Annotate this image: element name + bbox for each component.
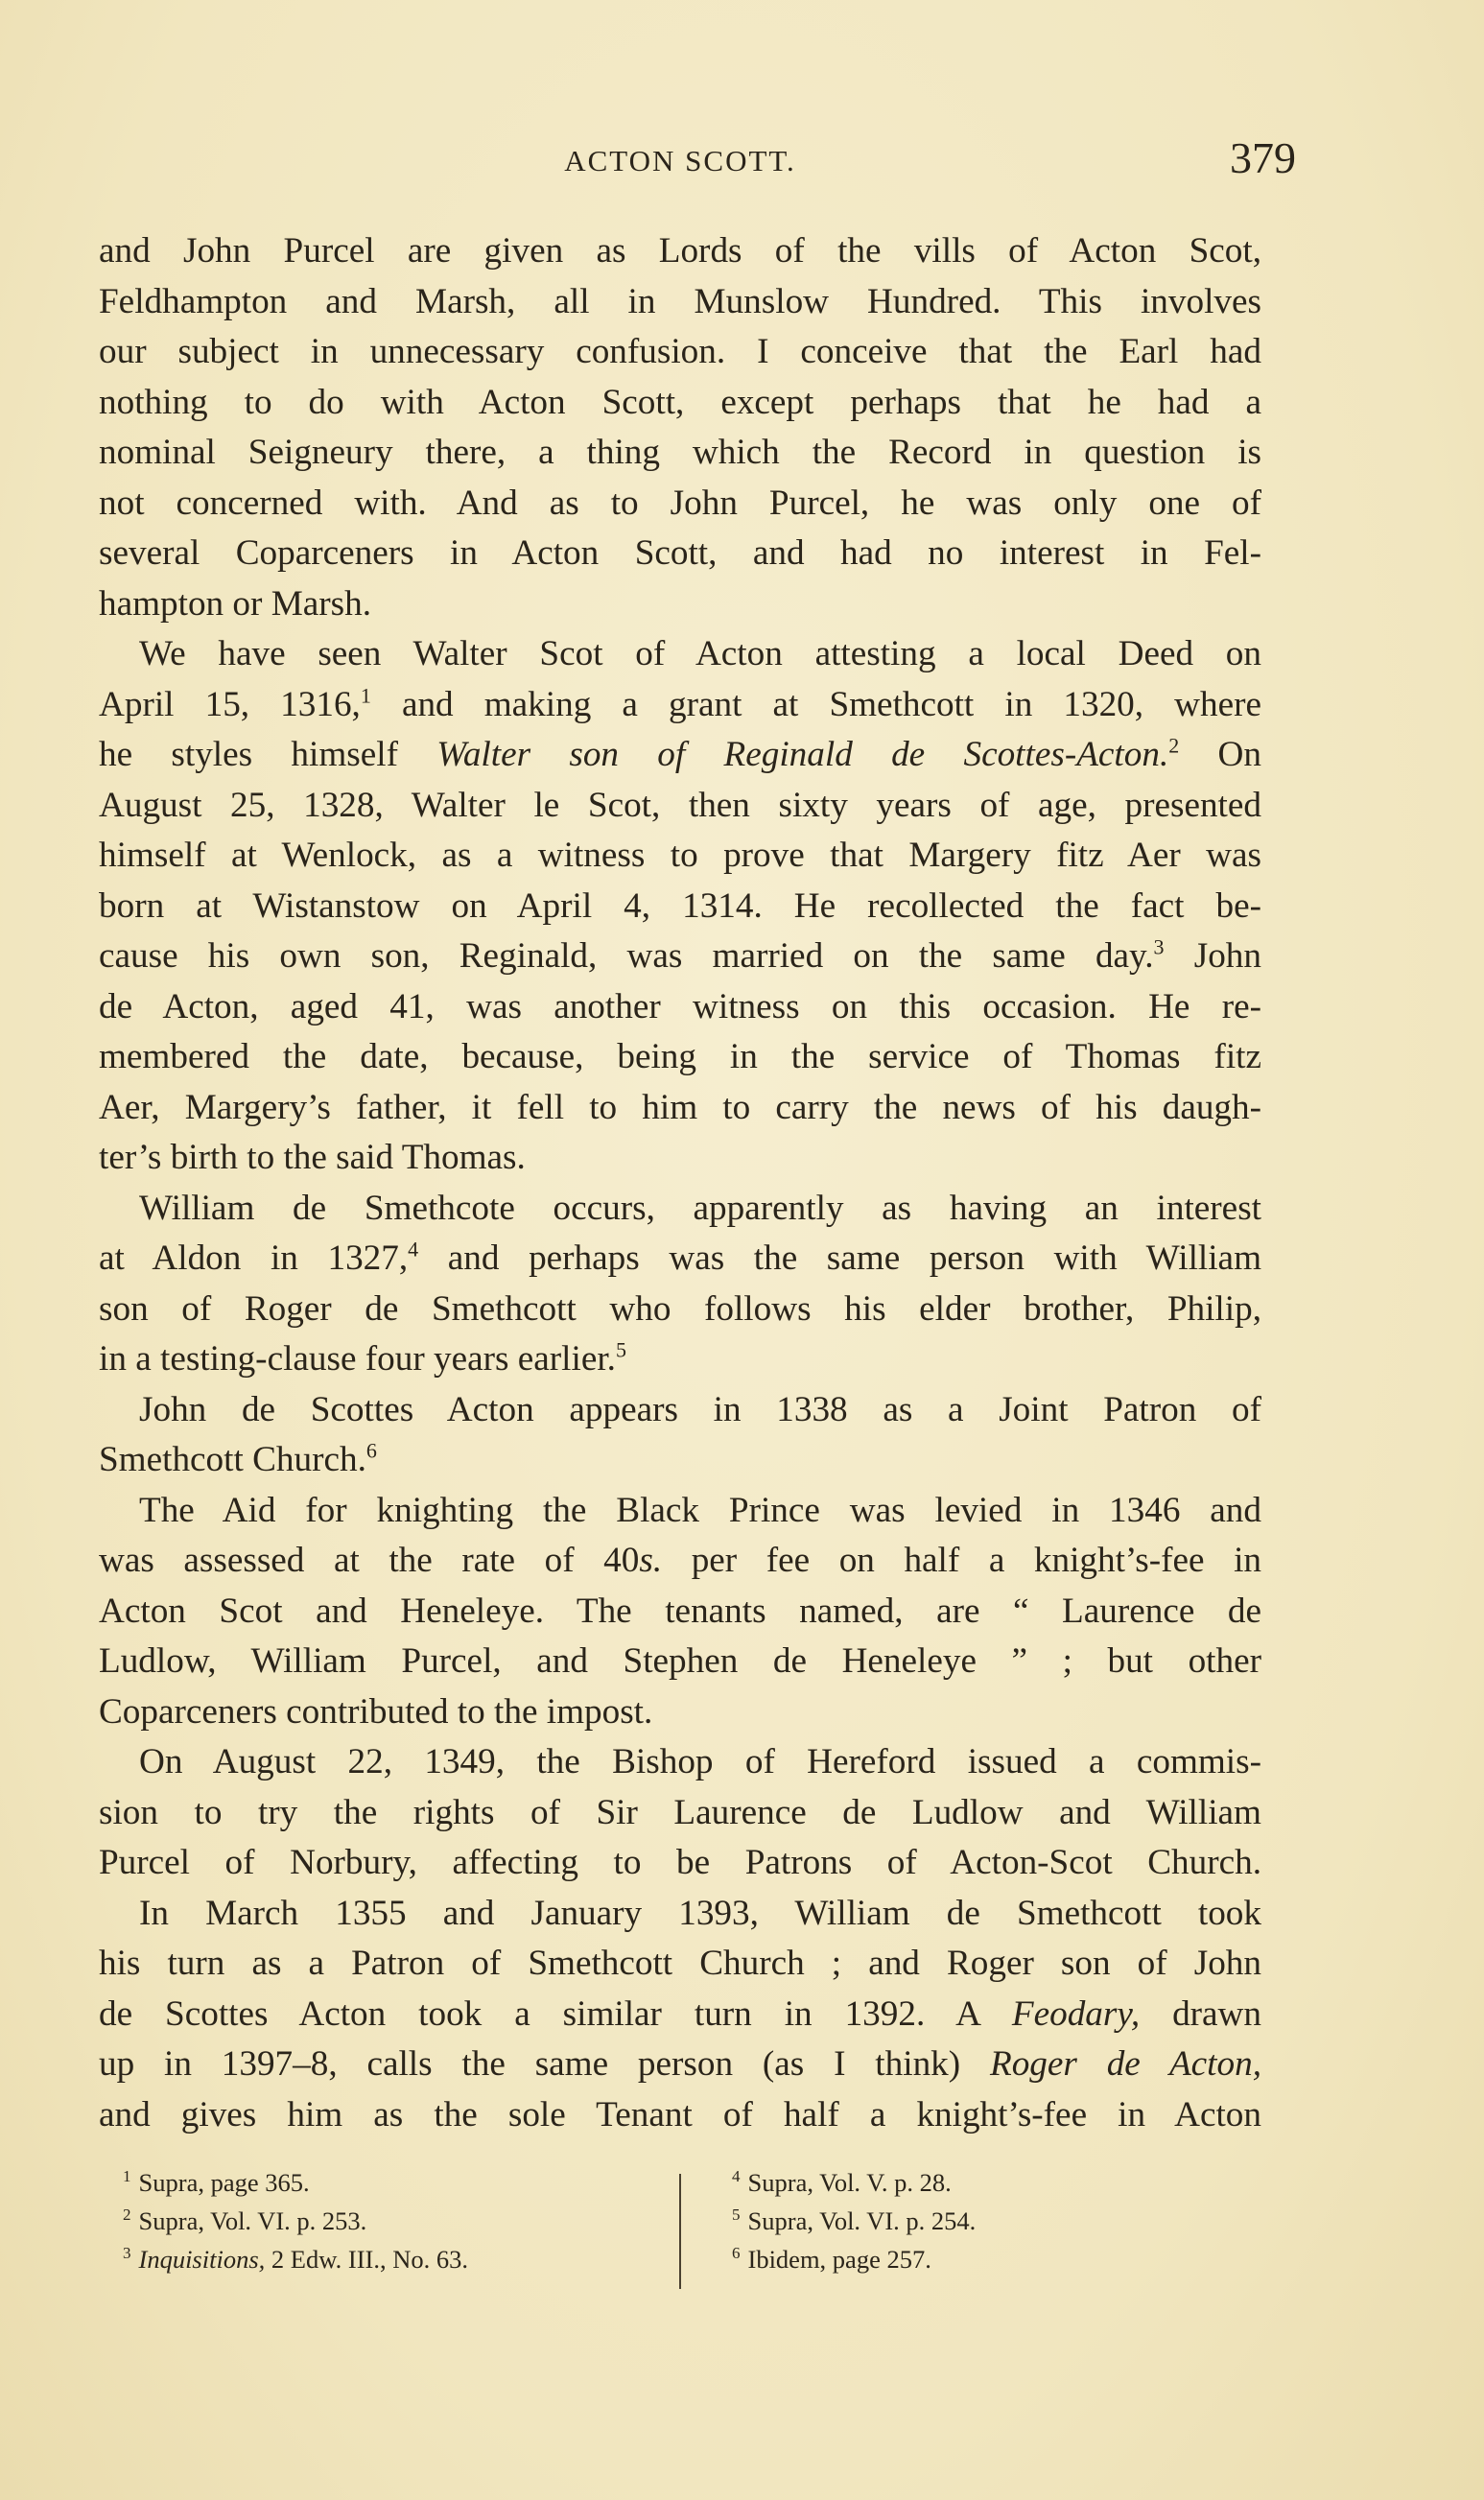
text-run: in a testing-clause four years earlier. bbox=[99, 1339, 616, 1379]
text-line bbox=[99, 2040, 1261, 2090]
italic-text: Feodary, bbox=[1011, 1993, 1141, 2034]
text-run: our subject in unnecessary confusion. I conceive that the Earl had bbox=[99, 332, 1261, 371]
text-line bbox=[99, 730, 1261, 781]
text-line bbox=[99, 327, 1261, 378]
text-run: On August 22, 1349, the Bishop of Hereford issued a commis- bbox=[139, 1742, 1261, 1781]
footnote-reference: 2 bbox=[1168, 733, 1180, 758]
text-run: he styles himself bbox=[99, 735, 437, 774]
text-line bbox=[99, 479, 1261, 530]
footnote bbox=[123, 2245, 468, 2283]
footnotes-right-column bbox=[732, 2168, 976, 2283]
text-line bbox=[99, 831, 1261, 882]
text-line bbox=[99, 1587, 1261, 1638]
text-run: Coparceners contributed to the impost. bbox=[99, 1691, 653, 1732]
text-run: Ludlow, William Purcel, and Stephen de Heneleye ” ; but other bbox=[99, 1641, 1261, 1681]
text-line bbox=[99, 1737, 1261, 1788]
footnote-number: 4 bbox=[732, 2167, 741, 2186]
text-run: Supra, Vol. VI. p. 253. bbox=[138, 2206, 367, 2235]
text-run: several Coparceners in Acton Scott, and had no interest in Fel- bbox=[99, 533, 1261, 573]
text-line bbox=[99, 680, 1261, 731]
footnote bbox=[732, 2168, 976, 2206]
running-head bbox=[99, 132, 1296, 190]
footnote-reference: 1 bbox=[360, 683, 371, 708]
text-line bbox=[99, 2090, 1261, 2141]
footnote-reference: 6 bbox=[365, 1438, 377, 1463]
text-line bbox=[99, 781, 1261, 832]
running-title: ACTON SCOTT. bbox=[564, 144, 796, 177]
footnote bbox=[123, 2206, 468, 2245]
text-run: Smethcott Church. bbox=[99, 1440, 366, 1479]
text-run: not concerned with. And as to John Purcel, he was only one of bbox=[99, 483, 1261, 523]
text-line bbox=[99, 1032, 1261, 1083]
text-run: son of Roger de Smethcott who follows his elder brother, Philip, bbox=[99, 1288, 1261, 1329]
text-run: and perhaps was the same person with William bbox=[418, 1238, 1261, 1278]
italic-text: s. bbox=[639, 1541, 663, 1580]
text-run: membered the date, because, being in the service of Thomas fitz bbox=[99, 1037, 1261, 1076]
text-run: On bbox=[1179, 735, 1261, 774]
footnotes bbox=[99, 2168, 1261, 2302]
text-run: John de Scottes Acton appears in 1338 as a Joint Patron of bbox=[139, 1389, 1261, 1429]
text-line bbox=[99, 378, 1261, 429]
text-line bbox=[99, 1435, 1261, 1486]
footnotes-left-column bbox=[123, 2168, 468, 2283]
text-line bbox=[99, 226, 1261, 277]
text-line bbox=[99, 1234, 1261, 1285]
text-run: was assessed at the rate of 40 bbox=[99, 1541, 640, 1580]
footnote-number: 3 bbox=[123, 2244, 131, 2263]
text-run: In March 1355 and January 1393, William de Smethcott took bbox=[139, 1893, 1261, 1933]
italic-text: Walter son of Reginald de Scottes-Acton. bbox=[436, 735, 1169, 774]
text-run: Supra, Vol. V. p. 28. bbox=[747, 2168, 952, 2197]
text-line bbox=[99, 1133, 1261, 1184]
text-line bbox=[99, 982, 1261, 1033]
italic-text: Roger de Acton, bbox=[989, 2044, 1261, 2084]
text-line bbox=[99, 428, 1261, 479]
text-line bbox=[99, 882, 1261, 932]
text-run: de Acton, aged 41, was another witness on this occasion. He re- bbox=[99, 986, 1261, 1026]
text-run: We have seen Walter Scot of Acton attesting a local Deed on bbox=[139, 634, 1261, 673]
footnote-number: 5 bbox=[732, 2205, 741, 2225]
text-run: William de Smethcote occurs, apparently as having an interest bbox=[139, 1188, 1261, 1228]
footnote-reference: 3 bbox=[1153, 934, 1165, 959]
text-run: at Aldon in 1327, bbox=[99, 1238, 409, 1278]
text-run: The Aid for knighting the Black Prince was levied in 1346 and bbox=[139, 1490, 1261, 1530]
text-run: April 15, 1316, bbox=[99, 684, 361, 724]
footnote-number: 6 bbox=[732, 2244, 741, 2263]
text-line bbox=[99, 1939, 1261, 1990]
text-line bbox=[99, 1083, 1261, 1134]
text-run: Purcel of Norbury, affecting to be Patrons of Acton-Scot Church. bbox=[99, 1843, 1261, 1882]
footnote-number: 2 bbox=[123, 2205, 131, 2225]
text-run: and gives him as the sole Tenant of half a knight’s-fee in Acton bbox=[99, 2094, 1261, 2134]
text-line bbox=[99, 1536, 1261, 1587]
italic-text: Inquisitions, bbox=[138, 2245, 266, 2274]
text-run: nominal Seigneury there, a thing which the Record in question is bbox=[99, 433, 1261, 472]
text-run: his turn as a Patron of Smethcott Church ; and Roger son of John bbox=[99, 1944, 1261, 1983]
text-run: sion to try the rights of Sir Laurence de Ludlow and William bbox=[99, 1792, 1261, 1832]
footnote bbox=[732, 2245, 976, 2283]
body-text bbox=[99, 226, 1261, 2140]
text-line bbox=[99, 1788, 1261, 1839]
text-run: drawn bbox=[1140, 1993, 1261, 2034]
text-run: August 25, 1328, Walter le Scot, then sixty years of age, presented bbox=[99, 785, 1261, 825]
text-run: Supra, Vol. VI. p. 254. bbox=[747, 2206, 977, 2235]
text-line bbox=[99, 1486, 1261, 1537]
footnote bbox=[732, 2206, 976, 2245]
text-line bbox=[99, 1637, 1261, 1687]
text-run: John bbox=[1164, 936, 1261, 976]
text-line bbox=[99, 1334, 1261, 1385]
text-run: up in 1397–8, calls the same person (as I think) bbox=[99, 2044, 990, 2084]
text-line bbox=[99, 579, 1261, 630]
text-line bbox=[99, 277, 1261, 328]
text-run: Aer, Margery’s father, it fell to him to carry the news of his daugh- bbox=[99, 1087, 1261, 1127]
text-run: Supra, page 365. bbox=[138, 2168, 310, 2197]
page-number: 379 bbox=[1230, 133, 1296, 182]
text-line bbox=[99, 1687, 1261, 1738]
footnote bbox=[123, 2168, 468, 2206]
text-run: himself at Wenlock, as a witness to prove that Margery fitz Aer was bbox=[99, 836, 1261, 875]
text-run: nothing to do with Acton Scott, except perhaps that he had a bbox=[99, 382, 1261, 422]
text-run: 2 Edw. III., No. 63. bbox=[265, 2245, 468, 2274]
footnote-reference: 4 bbox=[408, 1237, 419, 1262]
text-run: de Scottes Acton took a similar turn in 1392. A bbox=[99, 1993, 1012, 2034]
text-run: Ibidem, page 257. bbox=[747, 2245, 931, 2274]
text-run: and making a grant at Smethcott in 1320, where bbox=[370, 684, 1261, 724]
text-line bbox=[99, 1184, 1261, 1235]
text-line bbox=[99, 629, 1261, 680]
text-line bbox=[99, 529, 1261, 579]
footnote-column-divider bbox=[679, 2174, 681, 2289]
footnote-number: 1 bbox=[123, 2167, 131, 2186]
text-line bbox=[99, 1285, 1261, 1335]
footnote-reference: 5 bbox=[615, 1337, 626, 1362]
text-run: per fee on half a knight’s-fee in bbox=[662, 1541, 1261, 1580]
text-line bbox=[99, 1990, 1261, 2040]
text-line bbox=[99, 1889, 1261, 1940]
text-run: Acton Scot and Heneleye. The tenants named, are “ Laurence de bbox=[99, 1591, 1261, 1631]
text-line bbox=[99, 932, 1261, 982]
text-line bbox=[99, 1385, 1261, 1436]
text-line bbox=[99, 1838, 1261, 1889]
text-run: cause his own son, Reginald, was married on the same day. bbox=[99, 936, 1154, 976]
text-run: and John Purcel are given as Lords of the vills of Acton Scot, bbox=[99, 231, 1261, 271]
text-run: ter’s birth to the said Thomas. bbox=[99, 1138, 526, 1177]
text-run: Feldhampton and Marsh, all in Munslow Hundred. This involves bbox=[99, 281, 1261, 321]
text-run: hampton or Marsh. bbox=[99, 583, 372, 624]
text-run: born at Wistanstow on April 4, 1314. He recollected the fact be- bbox=[99, 885, 1261, 926]
